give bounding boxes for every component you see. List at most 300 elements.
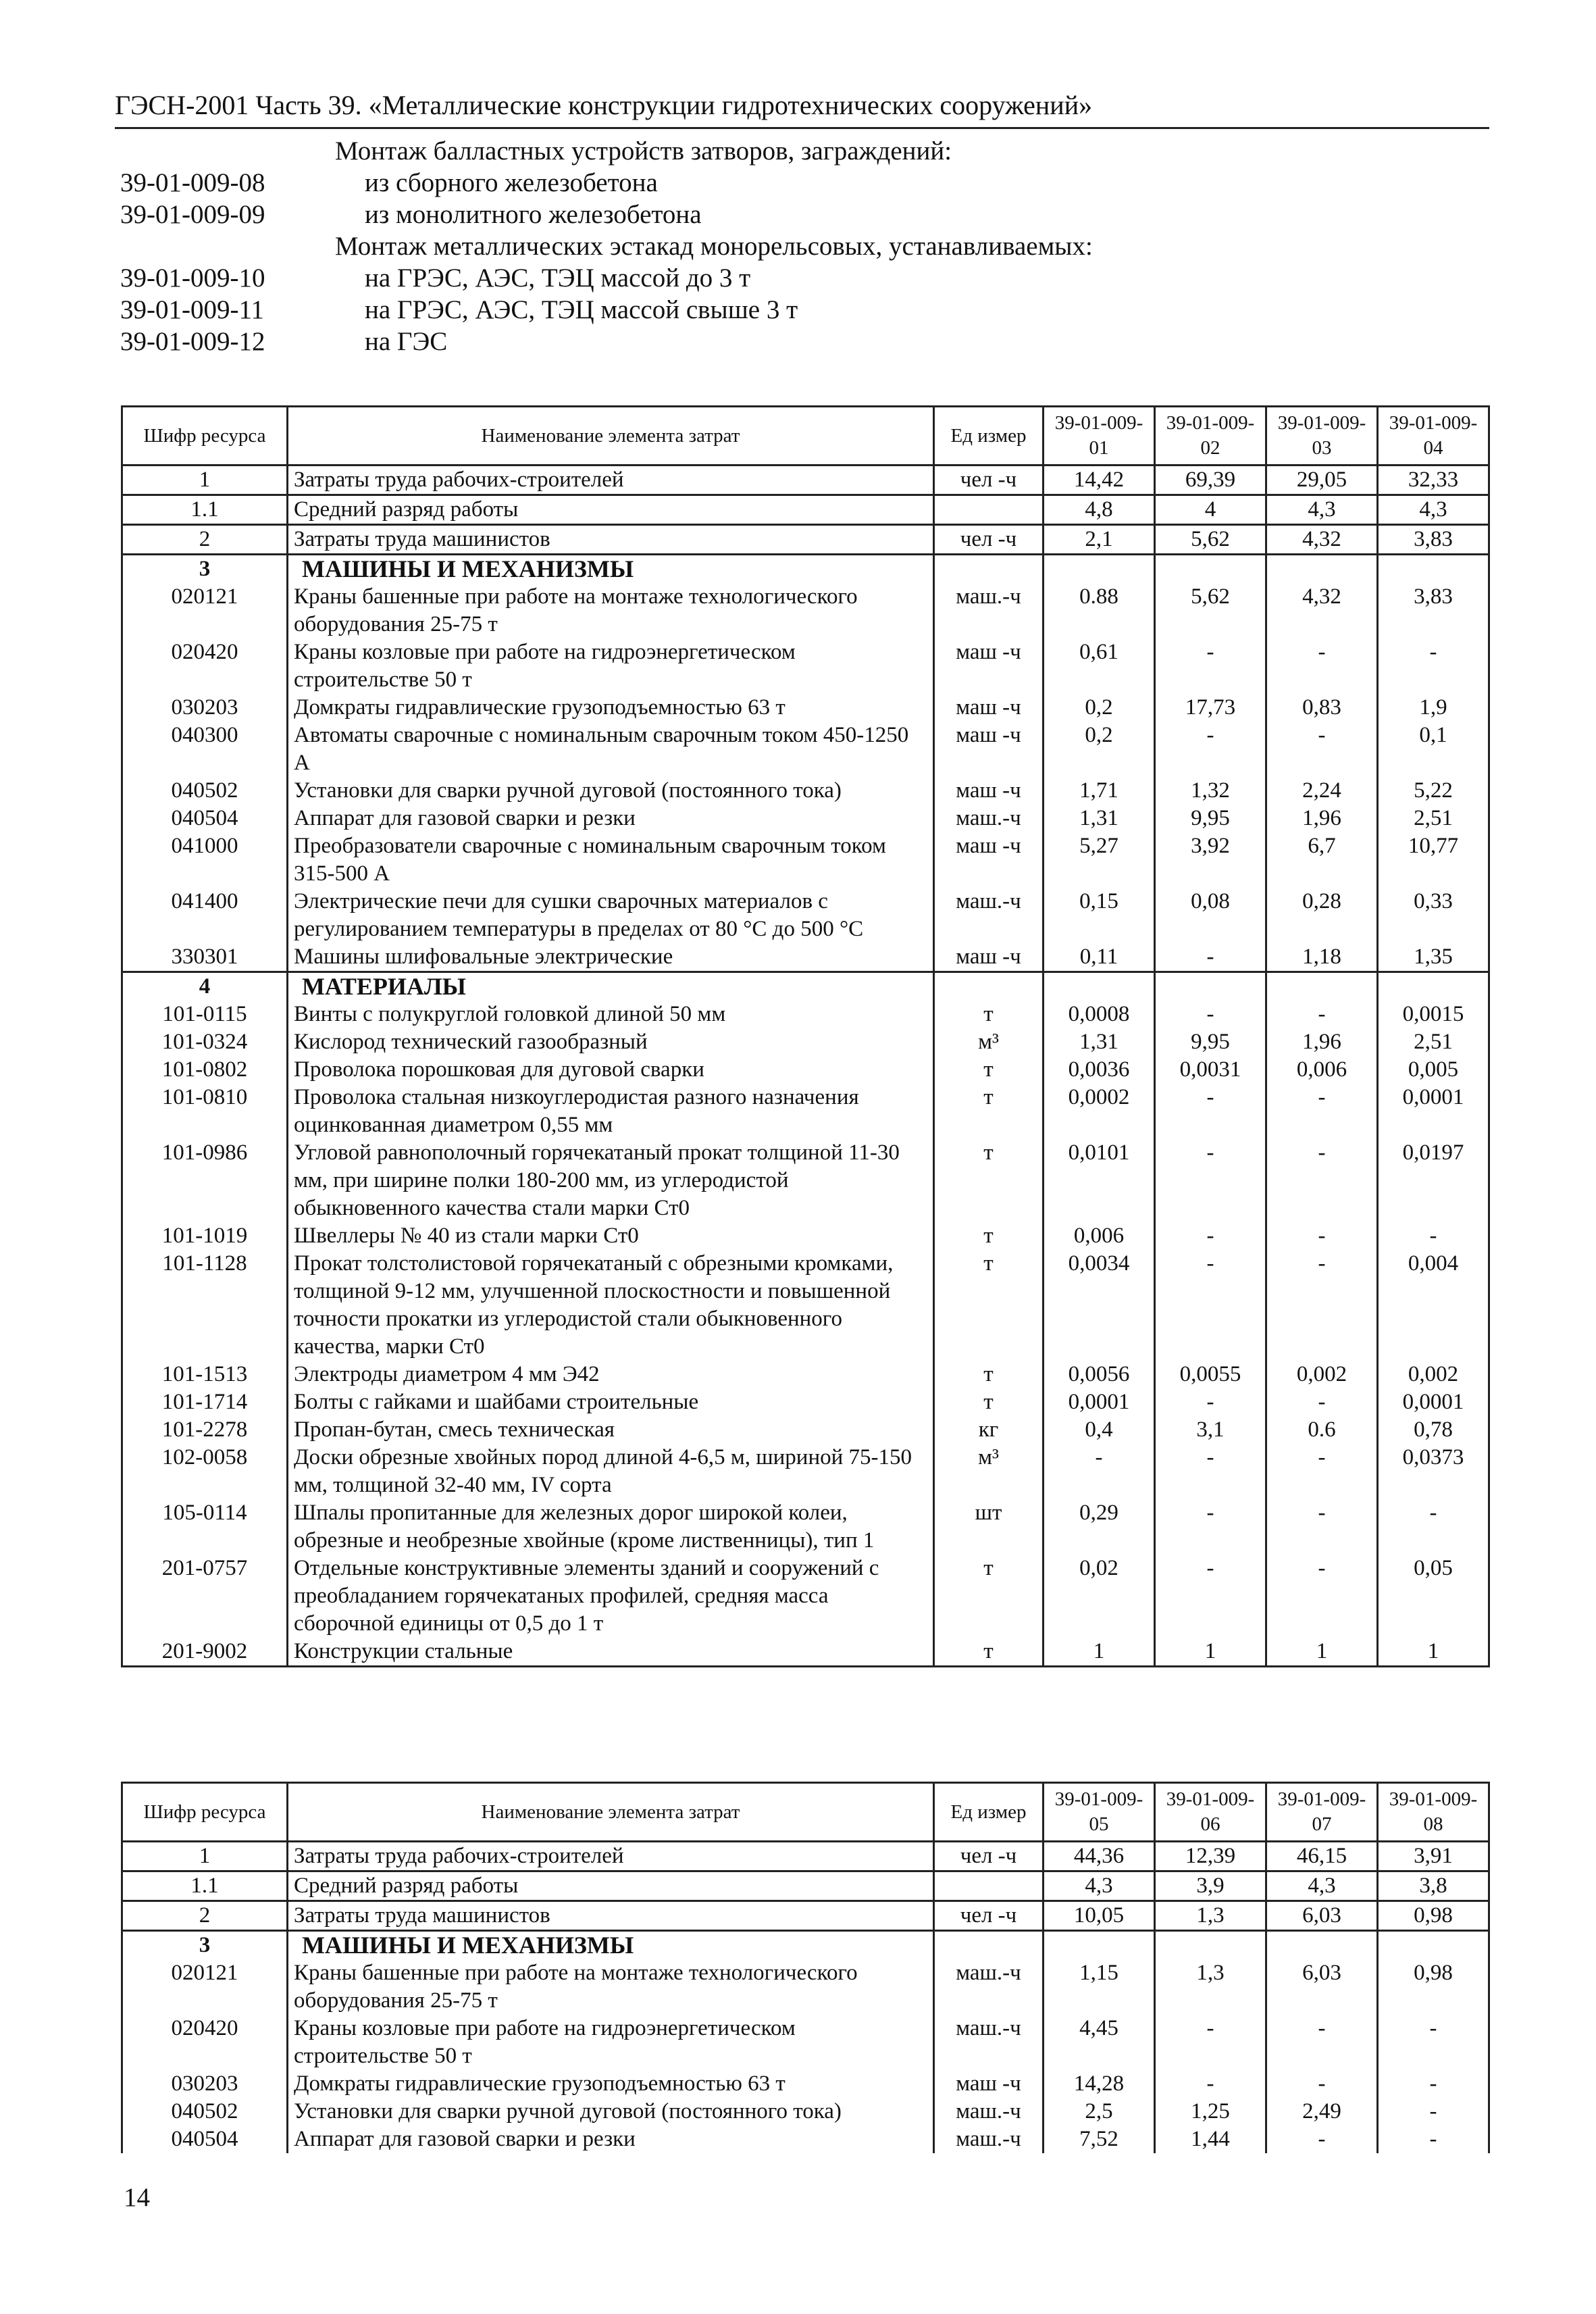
- resource-unit: маш.-ч: [934, 1959, 1044, 2015]
- resource-unit: [934, 1931, 1044, 1960]
- resource-code: 101-1714: [122, 1388, 288, 1416]
- value-cell: [1044, 972, 1155, 1001]
- value-cell: 29,05: [1266, 466, 1378, 495]
- resource-code: 101-1128: [122, 1250, 288, 1361]
- resource-code: 020121: [122, 583, 288, 638]
- table-row: [122, 2015, 1489, 2070]
- table-row: [122, 1444, 1489, 1499]
- header-name: Наименование элемента затрат: [288, 1783, 934, 1842]
- intro-text: из сборного железобетона: [365, 168, 658, 197]
- value-cell: -: [1266, 1222, 1378, 1250]
- value-cell: 4,8: [1044, 495, 1155, 525]
- value-cell: 3,92: [1155, 832, 1266, 888]
- header-col-1: 39-01-009-05: [1044, 1783, 1155, 1842]
- value-cell: -: [1266, 1499, 1378, 1555]
- table-row: [122, 888, 1489, 943]
- value-cell: 1: [1155, 1638, 1266, 1667]
- value-cell: 5,22: [1378, 777, 1489, 805]
- resource-unit: маш.-ч: [934, 2126, 1044, 2153]
- table-row: [122, 1388, 1489, 1416]
- value-cell: 5,27: [1044, 832, 1155, 888]
- value-cell: 0,0197: [1378, 1139, 1489, 1222]
- resource-unit: [934, 495, 1044, 525]
- value-cell: 1,96: [1266, 1028, 1378, 1056]
- intro-line: [120, 167, 1498, 199]
- value-cell: 0,33: [1378, 888, 1489, 943]
- value-cell: 4,3: [1266, 1871, 1378, 1901]
- resource-name: Установки для сварки ручной дуговой (постоянного тока): [288, 777, 934, 805]
- resource-code: 101-1019: [122, 1222, 288, 1250]
- resource-code: 2: [122, 1901, 288, 1931]
- resource-name: Болты с гайками и шайбами строительные: [288, 1388, 934, 1416]
- resource-unit: чел -ч: [934, 1842, 1044, 1871]
- resource-code: 105-0114: [122, 1499, 288, 1555]
- table-row: [122, 1250, 1489, 1361]
- resource-name: МАШИНЫ И МЕХАНИЗМЫ: [288, 555, 934, 584]
- table-row: [122, 1842, 1489, 1871]
- header-name: Наименование элемента затрат: [288, 407, 934, 466]
- intro-code: 39-01-009-09: [120, 200, 265, 229]
- value-cell: 6,7: [1266, 832, 1378, 888]
- value-cell: -: [1155, 2070, 1266, 2098]
- resource-name: Аппарат для газовой сварки и резки: [288, 805, 934, 832]
- value-cell: 14,28: [1044, 2070, 1155, 2098]
- value-cell: -: [1266, 1139, 1378, 1222]
- section-row: [122, 1931, 1489, 1960]
- resource-name: МАШИНЫ И МЕХАНИЗМЫ: [288, 1931, 934, 1960]
- table-row: [122, 2070, 1489, 2098]
- value-cell: -: [1044, 1444, 1155, 1499]
- value-cell: 46,15: [1266, 1842, 1378, 1871]
- value-cell: [1378, 972, 1489, 1001]
- value-cell: 1,35: [1378, 943, 1489, 972]
- header-col-1: 39-01-009-01: [1044, 407, 1155, 466]
- resource-name: Краны козловые при работе на гидроэнергетическом строительстве 50 т: [288, 2015, 934, 2070]
- value-cell: 0,006: [1266, 1056, 1378, 1084]
- value-cell: -: [1155, 1084, 1266, 1139]
- value-cell: -: [1378, 2070, 1489, 2098]
- resource-code: 030203: [122, 694, 288, 722]
- value-cell: 0,0101: [1044, 1139, 1155, 1222]
- resource-unit: чел -ч: [934, 525, 1044, 555]
- resource-name: Затраты труда рабочих-строителей: [288, 466, 934, 495]
- value-cell: 9,95: [1155, 805, 1266, 832]
- header-col-3: 39-01-009-03: [1266, 407, 1378, 466]
- resource-code: 101-0986: [122, 1139, 288, 1222]
- value-cell: 4,32: [1266, 583, 1378, 638]
- resource-code: 3: [122, 1931, 288, 1960]
- intro-text: Монтаж балластных устройств затворов, заграждений:: [335, 136, 952, 166]
- resource-name: Установки для сварки ручной дуговой (постоянного тока): [288, 2098, 934, 2126]
- value-cell: 1,9: [1378, 694, 1489, 722]
- value-cell: 1,25: [1155, 2098, 1266, 2126]
- value-cell: 0,0008: [1044, 1001, 1155, 1028]
- resource-unit: м³: [934, 1028, 1044, 1056]
- resource-unit: т: [934, 1084, 1044, 1139]
- resource-name: Средний разряд работы: [288, 495, 934, 525]
- resource-name: Машины шлифовальные электрические: [288, 943, 934, 972]
- header-code: Шифр ресурса: [122, 407, 288, 466]
- value-cell: [1266, 972, 1378, 1001]
- value-cell: 0,0001: [1378, 1084, 1489, 1139]
- resource-name: Отдельные конструктивные элементы зданий и сооружений с преобладанием горячекатаных профилей, средняя масса сборочной единицы от 0,5 до 1 т: [288, 1555, 934, 1638]
- value-cell: -: [1155, 1001, 1266, 1028]
- table-row: [122, 805, 1489, 832]
- resource-unit: маш -ч: [934, 638, 1044, 694]
- intro-line: [120, 294, 1498, 326]
- value-cell: 0,61: [1044, 638, 1155, 694]
- resource-name: Конструкции стальные: [288, 1638, 934, 1667]
- resource-name: Швеллеры № 40 из стали марки Ст0: [288, 1222, 934, 1250]
- value-cell: 6,03: [1266, 1901, 1378, 1931]
- value-cell: 0,002: [1378, 1361, 1489, 1388]
- value-cell: 0,004: [1378, 1250, 1489, 1361]
- resource-name: Кислород технический газообразный: [288, 1028, 934, 1056]
- intro-line: [120, 262, 1498, 294]
- table-row: [122, 1056, 1489, 1084]
- value-cell: -: [1155, 722, 1266, 777]
- resource-code: 040504: [122, 2126, 288, 2153]
- resource-code: 101-0802: [122, 1056, 288, 1084]
- value-cell: 3,91: [1378, 1842, 1489, 1871]
- resource-name: Домкраты гидравлические грузоподъемностью 63 т: [288, 694, 934, 722]
- resource-name: Угловой равнополочный горячекатаный прокат толщиной 11-30 мм, при ширине полки 180-200 мм, из углеродистой обыкновенного качества стали марки Ст0: [288, 1139, 934, 1222]
- value-cell: 0,0056: [1044, 1361, 1155, 1388]
- value-cell: [1266, 555, 1378, 584]
- value-cell: -: [1266, 1250, 1378, 1361]
- resource-unit: маш -ч: [934, 722, 1044, 777]
- value-cell: 0,0055: [1155, 1361, 1266, 1388]
- value-cell: -: [1378, 2015, 1489, 2070]
- value-cell: 3,1: [1155, 1416, 1266, 1444]
- intro-text: из монолитного железобетона: [365, 200, 702, 229]
- value-cell: 0.88: [1044, 583, 1155, 638]
- resource-unit: м³: [934, 1444, 1044, 1499]
- value-cell: -: [1378, 2098, 1489, 2126]
- value-cell: [1044, 555, 1155, 584]
- value-cell: 0,0001: [1378, 1388, 1489, 1416]
- resource-code: 101-0115: [122, 1001, 288, 1028]
- value-cell: 14,42: [1044, 466, 1155, 495]
- resource-code: 1.1: [122, 495, 288, 525]
- resource-unit: кг: [934, 1416, 1044, 1444]
- resource-unit: маш.-ч: [934, 583, 1044, 638]
- table-row: [122, 2126, 1489, 2153]
- resource-name: Электроды диаметром 4 мм Э42: [288, 1361, 934, 1388]
- table-row: [122, 2098, 1489, 2126]
- resource-name: Затраты труда машинистов: [288, 525, 934, 555]
- value-cell: 0,78: [1378, 1416, 1489, 1444]
- value-cell: 1,44: [1155, 2126, 1266, 2153]
- value-cell: -: [1266, 2015, 1378, 2070]
- value-cell: -: [1266, 1555, 1378, 1638]
- value-cell: 1,32: [1155, 777, 1266, 805]
- intro-line: [120, 199, 1498, 230]
- resource-unit: т: [934, 1638, 1044, 1667]
- resource-unit: т: [934, 1139, 1044, 1222]
- resource-name: Проволока порошковая для дуговой сварки: [288, 1056, 934, 1084]
- resource-unit: маш -ч: [934, 943, 1044, 972]
- resource-unit: шт: [934, 1499, 1044, 1555]
- value-cell: 0,15: [1044, 888, 1155, 943]
- value-cell: -: [1266, 2126, 1378, 2153]
- resource-name: Шпалы пропитанные для железных дорог широкой колеи, обрезные и необрезные хвойные (кроме лиственницы), тип 1: [288, 1499, 934, 1555]
- value-cell: 0,0001: [1044, 1388, 1155, 1416]
- value-cell: 1,31: [1044, 805, 1155, 832]
- value-cell: 0,4: [1044, 1416, 1155, 1444]
- table-row: [122, 1871, 1489, 1901]
- value-cell: -: [1266, 722, 1378, 777]
- page-header: ГЭСН-2001 Часть 39. «Металлические конструкции гидротехнических сооружений»: [115, 88, 1489, 129]
- resource-unit: т: [934, 1361, 1044, 1388]
- resource-unit: [934, 1871, 1044, 1901]
- resource-unit: т: [934, 1388, 1044, 1416]
- resource-unit: маш -ч: [934, 694, 1044, 722]
- section-row: [122, 972, 1489, 1001]
- value-cell: 2,51: [1378, 805, 1489, 832]
- value-cell: 2,49: [1266, 2098, 1378, 2126]
- resource-unit: т: [934, 1056, 1044, 1084]
- resource-code: 040504: [122, 805, 288, 832]
- resource-name: Автоматы сварочные с номинальным сварочным током 450-1250 А: [288, 722, 934, 777]
- value-cell: 0,98: [1378, 1959, 1489, 2015]
- resource-code: 040502: [122, 2098, 288, 2126]
- resource-name: Домкраты гидравлические грузоподъемностью 63 т: [288, 2070, 934, 2098]
- value-cell: 4,3: [1378, 495, 1489, 525]
- header-col-2: 39-01-009-02: [1155, 407, 1266, 466]
- value-cell: 2,24: [1266, 777, 1378, 805]
- table-row: [122, 1416, 1489, 1444]
- resource-table-1: [121, 405, 1490, 1667]
- intro-line: [120, 135, 1498, 167]
- value-cell: -: [1266, 1001, 1378, 1028]
- resource-code: 1.1: [122, 1871, 288, 1901]
- intro-text: Монтаж металлических эстакад монорельсовых, устанавливаемых:: [335, 232, 1093, 261]
- value-cell: 1,96: [1266, 805, 1378, 832]
- value-cell: [1378, 555, 1489, 584]
- value-cell: 6,03: [1266, 1959, 1378, 2015]
- table-row: [122, 1959, 1489, 2015]
- value-cell: -: [1266, 638, 1378, 694]
- resource-name: Винты с полукруглой головкой длиной 50 мм: [288, 1001, 934, 1028]
- value-cell: 44,36: [1044, 1842, 1155, 1871]
- value-cell: 1,3: [1155, 1959, 1266, 2015]
- value-cell: 4,45: [1044, 2015, 1155, 2070]
- resource-code: 1: [122, 466, 288, 495]
- section-row: [122, 555, 1489, 584]
- resource-code: 030203: [122, 2070, 288, 2098]
- resource-unit: маш -ч: [934, 2070, 1044, 2098]
- value-cell: 0,2: [1044, 694, 1155, 722]
- table-row: [122, 1361, 1489, 1388]
- value-cell: -: [1378, 638, 1489, 694]
- resource-code: 102-0058: [122, 1444, 288, 1499]
- value-cell: 0,98: [1378, 1901, 1489, 1931]
- intro-code: 39-01-009-08: [120, 168, 265, 197]
- table-row: [122, 1901, 1489, 1931]
- resource-unit: маш -ч: [934, 832, 1044, 888]
- resource-unit: т: [934, 1250, 1044, 1361]
- header-col-3: 39-01-009-07: [1266, 1783, 1378, 1842]
- resource-code: 020420: [122, 638, 288, 694]
- value-cell: 1: [1378, 1638, 1489, 1667]
- value-cell: 12,39: [1155, 1842, 1266, 1871]
- resource-code: 041000: [122, 832, 288, 888]
- value-cell: -: [1155, 1222, 1266, 1250]
- table-row: [122, 1028, 1489, 1056]
- resource-unit: [934, 972, 1044, 1001]
- value-cell: -: [1155, 2015, 1266, 2070]
- value-cell: 1,15: [1044, 1959, 1155, 2015]
- table-row: [122, 694, 1489, 722]
- table-row: [122, 638, 1489, 694]
- value-cell: 0,005: [1378, 1056, 1489, 1084]
- value-cell: -: [1266, 1388, 1378, 1416]
- resource-name: Средний разряд работы: [288, 1871, 934, 1901]
- resource-name: Затраты труда рабочих-строителей: [288, 1842, 934, 1871]
- resource-code: 1: [122, 1842, 288, 1871]
- resource-code: 040300: [122, 722, 288, 777]
- resource-unit: чел -ч: [934, 1901, 1044, 1931]
- resource-code: 020121: [122, 1959, 288, 2015]
- value-cell: -: [1378, 1222, 1489, 1250]
- table-row: [122, 1638, 1489, 1667]
- intro-code: 39-01-009-11: [120, 295, 265, 324]
- table-header-row: [122, 407, 1489, 466]
- table-row: [122, 1084, 1489, 1139]
- value-cell: [1155, 972, 1266, 1001]
- resource-unit: чел -ч: [934, 466, 1044, 495]
- resource-code: 2: [122, 525, 288, 555]
- resource-code: 201-9002: [122, 1638, 288, 1667]
- value-cell: 0,0002: [1044, 1084, 1155, 1139]
- value-cell: -: [1155, 1139, 1266, 1222]
- resource-code: 101-2278: [122, 1416, 288, 1444]
- value-cell: 3,8: [1378, 1871, 1489, 1901]
- value-cell: 4,3: [1044, 1871, 1155, 1901]
- value-cell: 0,0015: [1378, 1001, 1489, 1028]
- resource-code: 201-0757: [122, 1555, 288, 1638]
- value-cell: 1,71: [1044, 777, 1155, 805]
- value-cell: -: [1266, 2070, 1378, 2098]
- value-cell: 3,83: [1378, 583, 1489, 638]
- value-cell: 0,11: [1044, 943, 1155, 972]
- resource-name: Преобразователи сварочные с номинальным сварочным током 315-500 А: [288, 832, 934, 888]
- value-cell: 7,52: [1044, 2126, 1155, 2153]
- resource-code: 040502: [122, 777, 288, 805]
- value-cell: 0,002: [1266, 1361, 1378, 1388]
- value-cell: -: [1266, 1084, 1378, 1139]
- table-row: [122, 1139, 1489, 1222]
- value-cell: 0,08: [1155, 888, 1266, 943]
- resource-code: 101-0324: [122, 1028, 288, 1056]
- resource-name: МАТЕРИАЛЫ: [288, 972, 934, 1001]
- value-cell: [1155, 1931, 1266, 1960]
- value-cell: 1,18: [1266, 943, 1378, 972]
- value-cell: -: [1155, 1499, 1266, 1555]
- resource-code: 4: [122, 972, 288, 1001]
- value-cell: 0,29: [1044, 1499, 1155, 1555]
- value-cell: -: [1266, 1444, 1378, 1499]
- resource-unit: т: [934, 1001, 1044, 1028]
- value-cell: 9,95: [1155, 1028, 1266, 1056]
- resource-unit: маш.-ч: [934, 805, 1044, 832]
- intro-text: на ГРЭС, АЭС, ТЭЦ массой свыше 3 т: [365, 295, 798, 324]
- header-code: Шифр ресурса: [122, 1783, 288, 1842]
- value-cell: 0,006: [1044, 1222, 1155, 1250]
- header-col-4: 39-01-009-08: [1378, 1783, 1489, 1842]
- header-unit: Ед измер: [934, 1783, 1044, 1842]
- table-row: [122, 1555, 1489, 1638]
- value-cell: 4,32: [1266, 525, 1378, 555]
- value-cell: 0,0031: [1155, 1056, 1266, 1084]
- table-row: [122, 525, 1489, 555]
- resource-unit: [934, 555, 1044, 584]
- table-row: [122, 1222, 1489, 1250]
- table-row: [122, 943, 1489, 972]
- value-cell: -: [1155, 1250, 1266, 1361]
- resource-code: 330301: [122, 943, 288, 972]
- resource-table-2: [121, 1782, 1490, 2153]
- value-cell: 3,9: [1155, 1871, 1266, 1901]
- resource-unit: т: [934, 1222, 1044, 1250]
- header-col-2: 39-01-009-06: [1155, 1783, 1266, 1842]
- table-row: [122, 722, 1489, 777]
- header-col-4: 39-01-009-04: [1378, 407, 1489, 466]
- value-cell: 69,39: [1155, 466, 1266, 495]
- header-unit: Ед измер: [934, 407, 1044, 466]
- resource-name: Прокат толстолистовой горячекатаный с обрезными кромками, толщиной 9-12 мм, улучшенной плоскостности и повышенной точности прокатки из углеродистой стали обыкновенного качества, марки Ст0: [288, 1250, 934, 1361]
- value-cell: -: [1155, 943, 1266, 972]
- value-cell: 1,31: [1044, 1028, 1155, 1056]
- resource-code: 020420: [122, 2015, 288, 2070]
- value-cell: 0,2: [1044, 722, 1155, 777]
- intro-code: 39-01-009-12: [120, 327, 265, 356]
- value-cell: 2,5: [1044, 2098, 1155, 2126]
- intro-line: [120, 326, 1498, 357]
- value-cell: 0,0034: [1044, 1250, 1155, 1361]
- resource-name: Краны козловые при работе на гидроэнергетическом строительстве 50 т: [288, 638, 934, 694]
- value-cell: -: [1155, 1555, 1266, 1638]
- value-cell: 0.6: [1266, 1416, 1378, 1444]
- resource-unit: маш -ч: [934, 777, 1044, 805]
- value-cell: -: [1378, 2126, 1489, 2153]
- value-cell: [1266, 1931, 1378, 1960]
- value-cell: 3,83: [1378, 525, 1489, 555]
- value-cell: -: [1155, 638, 1266, 694]
- value-cell: [1155, 555, 1266, 584]
- resource-name: Пропан-бутан, смесь техническая: [288, 1416, 934, 1444]
- resource-code: 041400: [122, 888, 288, 943]
- value-cell: 0,02: [1044, 1555, 1155, 1638]
- intro-text: на ГЭС: [365, 327, 448, 356]
- resource-name: Затраты труда машинистов: [288, 1901, 934, 1931]
- resource-unit: маш.-ч: [934, 2098, 1044, 2126]
- value-cell: -: [1155, 1444, 1266, 1499]
- resource-name: Краны башенные при работе на монтаже технологического оборудования 25-75 т: [288, 583, 934, 638]
- resource-unit: маш.-ч: [934, 888, 1044, 943]
- value-cell: -: [1378, 1499, 1489, 1555]
- value-cell: 10,05: [1044, 1901, 1155, 1931]
- resource-name: Доски обрезные хвойных пород длиной 4-6,5 м, шириной 75-150 мм, толщиной 32-40 мм, IV сорта: [288, 1444, 934, 1499]
- value-cell: 10,77: [1378, 832, 1489, 888]
- intro-block: [120, 135, 1498, 357]
- table-header-row: [122, 1783, 1489, 1842]
- resource-name: Краны башенные при работе на монтаже технологического оборудования 25-75 т: [288, 1959, 934, 2015]
- value-cell: 5,62: [1155, 525, 1266, 555]
- resource-unit: маш.-ч: [934, 2015, 1044, 2070]
- value-cell: 17,73: [1155, 694, 1266, 722]
